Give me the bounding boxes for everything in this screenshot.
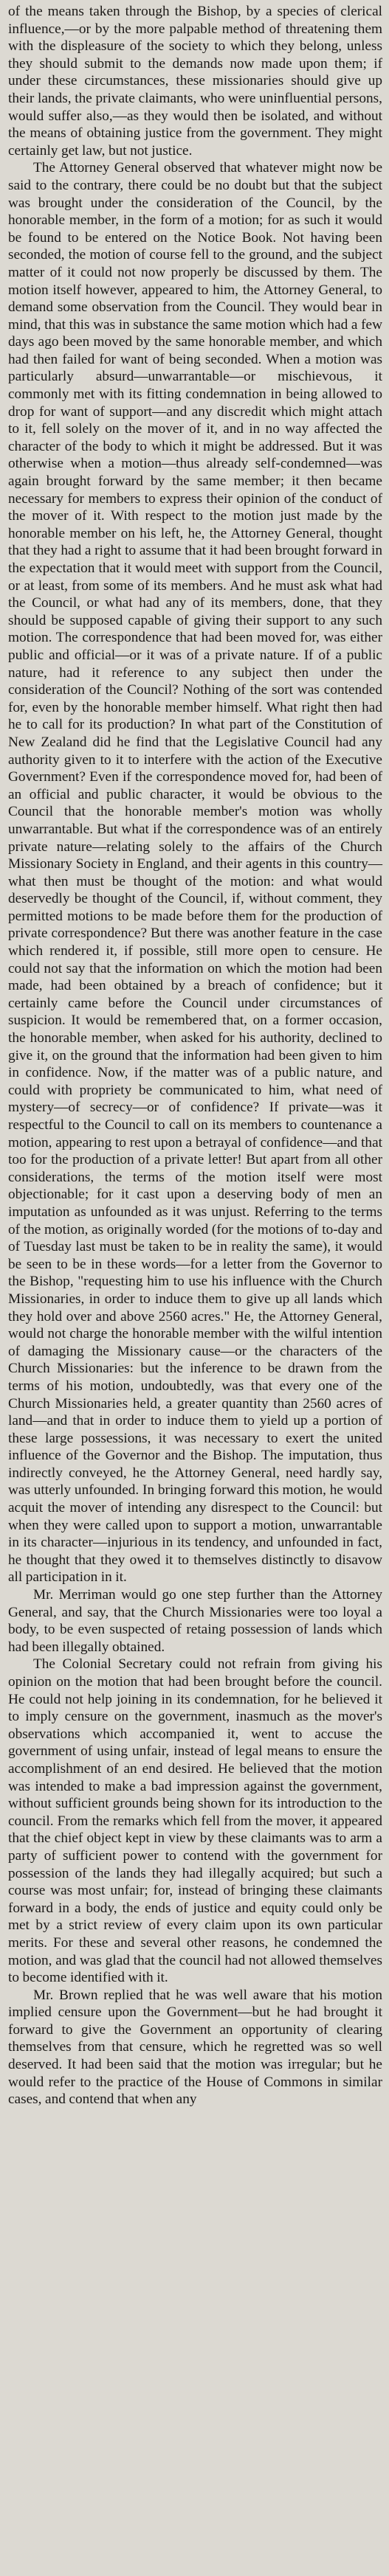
paragraph-merriman: Mr. Merriman would go one step further than the Attorney General, and say, that the Church Missionaries were too loyal a body, to be even suspected of retaing possession of lands which had been illegally obtained. — [8, 1587, 382, 1655]
paragraph-colonial-secretary: The Colonial Secretary could not refrain from giving his opinion on the motion that had been brought before the council. He could not help joining in its condemnation, for he believed it to imply censure on the government, inasmuch as the mover's observations which accompanied it, went to accuse the government of using unfair, instead of legal means to ensure the accomplishment of an end desired. He believed that the motion was intended to make a bad impression against the government, without sufficient grounds being shown for its introduction to the council. From the remarks which fell from the mover, it appeared that the chief object kept in view by these claimants was to arm a party of sufficient power to contend with the government for possession of the lands they had illegally acquired; but such a course was most unfair; for, instead of bringing these claimants forward in a body, the ends of justice and equity could only be met by a strict review of every claim upon its own particular merits. For these and several other reasons, he condemned the motion, and was glad that the council had not allowed themselves to become identified with it. — [8, 1656, 382, 1986]
paragraph-brown-reply: Mr. Brown replied that he was well aware that his motion implied censure upon the Government—but he had brought it forward to give the Government an opportunity of clearing themselves from that censure, which he regretted was so well deserved. It had been said that the motion was irregular; but he would refer to the practice of the House of Commons in similar cases, and contend that when any — [8, 1987, 382, 2108]
paragraph-continuation: of the means taken through the Bishop, by a species of clerical influence,—or by the more palpable method of threatening them with the displeasure of the society to which they belong, unless they should submit to the demands now made upon them; if under these circumstances, these missionaries should give up their lands, the private claimants, who were uninfluential persons, would suffer also,—as they would then be isolated, and without the means of obtaining justice from the government. They might certainly get law, but not justice. — [8, 4, 382, 159]
paragraph-attorney-general: The Attorney General observed that whatever might now be said to the contrary, there could be no doubt but that the subject was brought under the consideration of the Council, by the honorable member, in the form of a motion; for as such it would be found to be entered on the Notice Book. Not having been seconded, the motion of course fell to the ground, and the subject matter of it could not now properly be discussed by them. The motion itself however, appeared to him, the Attorney General, to demand some observation from the Council. They would bear in mind, that this was in substance the same motion which had a few days ago been moved by the same honorable member, and which had then failed for want of being seconded. When a motion was particularly absurd—unwarrantable—or mischievous, it commonly met with its fitting condemnation in being allowed to drop for want of support—and any discredit which might attach to it, fell solely on the mover of it, and in no way affected the character of the body to which it might be addressed. But it was otherwise when a motion—thus already self-condemned—was again brought forward by the same member; it then became necessary for members to express their opinion of the conduct of the mover of it. With respect to the motion just made by the honorable member on his left, he, the Attorney General, thought that they had a right to assume that it had been brought forward in the expectation that it would meet with support from the Council, or at least, from some of its members. And he must ask what had the Council, or what had any of its members, done, that they should be supposed capable of giving their support to any such motion. The correspondence that had been moved for, was either public and official—or it was of a private nature. If of a public nature, had it reference to any subject then under the consideration of the Council? Nothing of the sort was contended for, even by the honorable member himself. What right then had he to call for its production? In what part of the Constitution of New Zealand did he find that the Legislative Council had any authority given to it to interfere with the action of the Executive Government? Even if the correspondence moved for, had been of an official and public character, it would be obvious to the Council that the honorable member's motion was wholly unwarrantable. But what if the correspondence was of an entirely private nature—relating solely to the affairs of the Church Missionary Society in England, and their agents in this country—what then must be thought of the motion: and what would deservedly be thought of the Council, if, without comment, they permitted motions to be made before them for the production of private correspondence? But there was another feature in the case which rendered it, if possible, still more open to censure. He could not say that the information on which the motion had been made, had been obtained by a breach of confidence; but it certainly came before the Council under circumstances of suspicion. It would be remembered that, on a former occasion, the honorable member, when asked for his authority, declined to give it, on the ground that the information had been given to him in confidence. Now, if the matter was of a public nature, and could with propriety be communicated to him, what need of mystery—of secrecy—or of confidence? If private—was it respectful to the Council to call on its members to countenance a motion, appearing to rest upon a betrayal of confidence—and that too for the production of a private letter! But apart from all other considerations, the terms of the motion itself were most objectionable; for it cast upon a deserving body of men an imputation as unfounded as it was unjust. Referring to the terms of the motion, as originally worded (for the motions of to-day and of Tuesday last must be taken to be in reality the same), it would be seen to be in these words—for a letter from the Governor to the Bishop, "requesting him to use his influence with the Church Missionaries, in order to induce them to give up all lands which they hold over and above 2560 acres." He, the Attorney General, would not charge the honorable member with the wilful intention of damaging the Missionary cause—or the characters of the Church Missionaries: but the inference to be drawn from the terms of his motion, undoubtedly, was that every one of the Church Missionaries held, a greater quantity than 2560 acres of land—and that in order to induce them to yield up a portion of these large possessions, it was necessary to exert the united influence of the Governor and the Bishop. The imputation, thus indirectly conveyed, he the Attorney General, need hardly say, was utterly unfounded. In bringing forward this motion, he would acquit the mover of intending any disrespect to the Council: but when they were called upon to support a motion, unwarrantable in its character—injurious in its tendency, and unfounded in fact, he thought that they owed it to themselves distinctly to disavow all participation in it. — [8, 160, 382, 1586]
